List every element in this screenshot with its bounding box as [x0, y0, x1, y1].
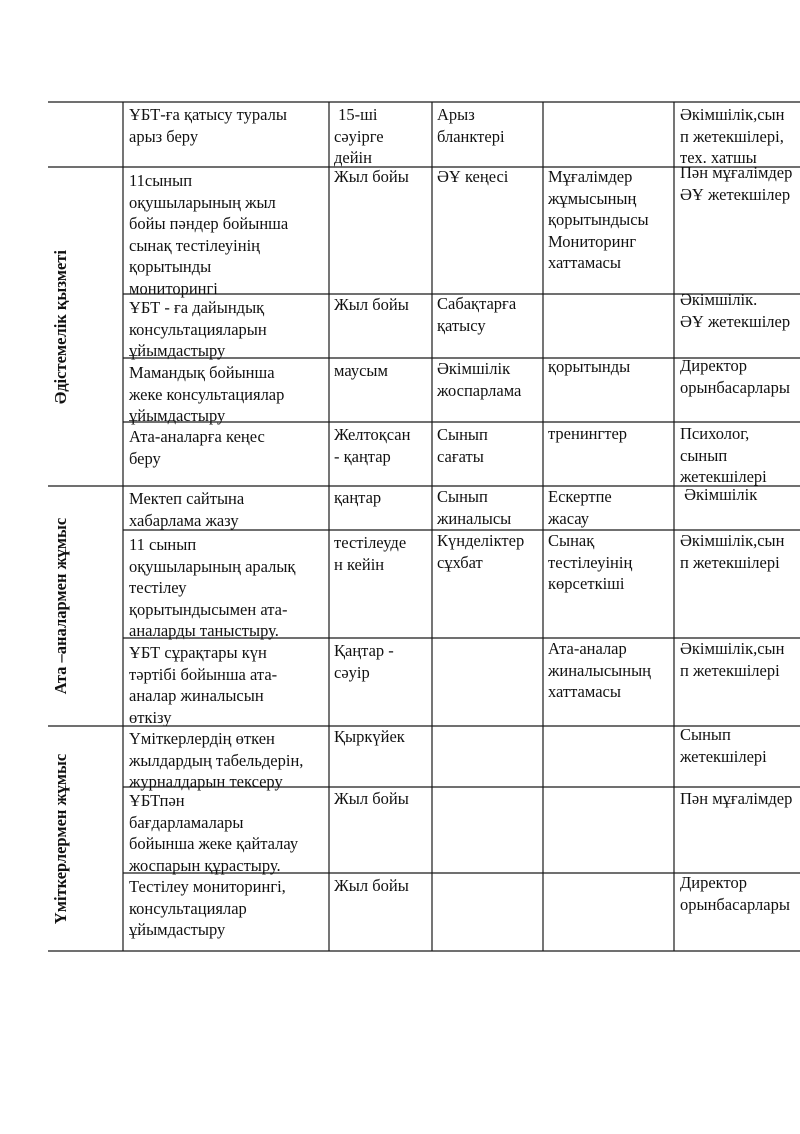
cell-responsible: Сынып жетекшілері — [680, 725, 767, 766]
cell-time: маусым — [334, 361, 388, 380]
cell-responsible: Пән мұғалімдер — [680, 789, 793, 808]
cell-result: қорытынды — [548, 357, 631, 376]
cell-responsible: Әкімшілік. ӘҰ жетекшілер — [680, 290, 791, 331]
cell-time: қаңтар — [334, 488, 382, 507]
cell-responsible: Психолог, сынып жетекшілері — [680, 424, 767, 486]
cell-activity: ҰБТпән бағдарламалары бойынша жеке қайталау жоспарын құрастыру. — [129, 791, 299, 875]
cell-activity: Ата-аналарға кеңес беру — [129, 427, 265, 468]
cell-result: Мұғалімдер жұмысының қорытындысы Мониторинг хаттамасы — [548, 167, 649, 272]
cell-time: Қаңтар - сәуір — [334, 641, 394, 682]
cell-form: Сабақтарға қатысу — [437, 294, 517, 335]
cell-activity: Мектеп сайтына хабарлама жазу — [129, 489, 245, 530]
cell-result: Ескертпе жасау — [548, 487, 612, 528]
cell-responsible: Әкімшілік,сын п жетекшілері, тех. хатшы — [680, 105, 785, 167]
section-parents-work: Ата –аналармен жұмыс — [51, 517, 70, 695]
cell-activity: Үміткерлердің өткен жылдардың табельдерін, журналдарын тексеру — [129, 729, 304, 791]
cell-form: Күнделіктер сұхбат — [437, 531, 525, 572]
cell-activity: 11 сынып оқушыларының аралық тестілеу қорытындысымен ата- аналарды таныстыру. — [129, 535, 296, 640]
cell-activity: Мамандық бойынша жеке консультациялар ұйымдастыру — [129, 363, 285, 425]
cell-result: тренингтер — [548, 424, 628, 443]
cell-time: Қыркүйек — [334, 727, 405, 746]
cell-activity: Тестілеу мониторингі, консультациялар ұйымдастыру — [129, 877, 286, 939]
cell-form: Сынып жиналысы — [437, 487, 512, 528]
section-methodical-work: Әдістемелік қызметі — [51, 250, 70, 404]
cell-activity: ҰБТ - ға дайындық консультацияларын ұйымдастыру — [129, 298, 267, 360]
cell-result: Сынақ тестілеуінің көрсеткіші — [548, 531, 633, 593]
cell-responsible: Пән мұғалімдер ӘҰ жетекшілер — [680, 163, 793, 204]
cell-responsible: Әкімшілік,сын п жетекшілері — [680, 531, 785, 572]
cell-form: ӘҰ кеңесі — [437, 167, 509, 186]
section-candidates-work: Үміткерлермен жұмыс — [51, 753, 70, 925]
cell-responsible: Директор орынбасарлары — [680, 356, 790, 397]
cell-responsible: Әкімшілік,сын п жетекшілері — [680, 639, 785, 680]
cell-time: Жыл бойы — [334, 167, 409, 186]
cell-time: Жыл бойы — [334, 876, 409, 895]
cell-time: тестілеуде н кейін — [334, 533, 407, 574]
cell-form: Сынып сағаты — [437, 425, 488, 466]
cell-responsible: Әкімшілік — [680, 485, 758, 504]
cell-result: Ата-аналар жиналысының хаттамасы — [548, 639, 652, 701]
cell-time: Жыл бойы — [334, 295, 409, 314]
cell-time: Желтоқсан - қаңтар — [334, 425, 411, 466]
cell-time: 15-ші сәуірге дейін — [334, 105, 384, 167]
cell-activity: 11сынып оқушыларының жыл бойы пәндер бойынша сынақ тестілеуінің қорытынды мониторингі — [129, 171, 289, 298]
cell-time: Жыл бойы — [334, 789, 409, 808]
cell-form: Арыз бланктері — [437, 105, 505, 146]
cell-form: Әкімшілік жоспарлама — [437, 359, 522, 400]
cell-activity: ҰБТ-ға қатысу туралы арыз беру — [129, 105, 287, 146]
cell-responsible: Директор орынбасарлары — [680, 873, 790, 914]
cell-activity: ҰБТ сұрақтары күн тәртібі бойынша ата- аналар жиналысын өткізу — [129, 643, 278, 727]
